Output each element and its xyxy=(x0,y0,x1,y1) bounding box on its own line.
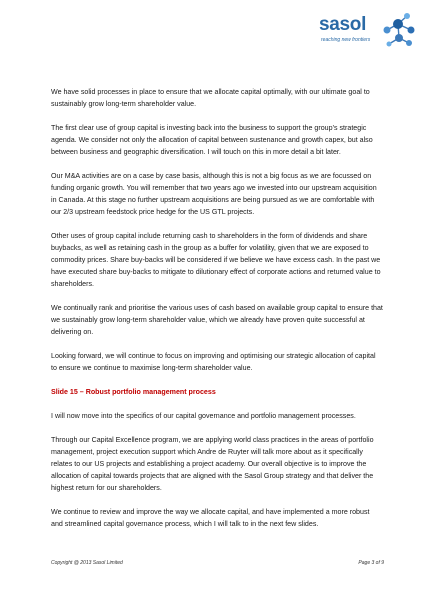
paragraph: Our M&A activities are on a case by case basis, although this is not a big focus as we are focussed on funding organic growth. You will remember that two years ago we invested into our upstream acquisition in Canada. At this stage no further upstream acquisitions are being pursued as we are comfortable with our 2/3 upstream feedstock price hedge for the US GTL projects. xyxy=(51,172,377,216)
paragraph: The first clear use of group capital is investing back into the business to support the group’s strategic agenda. We consider not only the allocation of capital between sustenance and growth capex, but also between business and geographic diversification. I will touch on this in more detail a bit later. xyxy=(51,124,373,156)
paragraph: Looking forward, we will continue to focus on improving and optimising our strategic allocation of capital to ensure we continue to maximise long-term shareholder value. xyxy=(51,352,376,372)
logo-tagline: reaching new frontiers xyxy=(321,37,371,43)
footer-page-number: Page 3 of 9 xyxy=(358,560,384,566)
paragraph: I will now move into the specifics of our capital governance and portfolio management processes. xyxy=(51,412,356,420)
logo-wordmark: sasol xyxy=(319,14,367,35)
paragraph: We have solid processes in place to ensure that we allocate capital optimally, with our ultimate goal to sustainably grow long-term shareholder value. xyxy=(51,88,370,108)
paragraph: We continue to review and improve the way we allocate capital, and have implemented a more robust and streamlined capital governance process, which I will talk to in the next few slides. xyxy=(51,508,370,528)
paragraph: We continually rank and prioritise the various uses of cash based on available group capital to ensure that we sustainably grow long-term shareholder value, which we already have proven quite successful at delivering on. xyxy=(51,304,383,336)
section-heading: Slide 15 – Robust portfolio management process xyxy=(51,388,216,396)
molecule-icon xyxy=(373,10,419,50)
document-body xyxy=(51,86,383,542)
paragraph: Through our Capital Excellence program, we are applying world class practices in the areas of portfolio management, project execution support which Andre de Ruyter will talk more about as it specifically relates to our US projects and establishing a project academy. Our overall objective is to improve the allocation of capital towards projects that are aligned with the Sasol Group strategy and that deliver the highest return for our shareholders. xyxy=(51,436,374,492)
sasol-logo xyxy=(319,10,419,50)
paragraph: Other uses of group capital include returning cash to shareholders in the form of dividends and share buybacks, as well as retaining cash in the group as a buffer for volatility, given that we are exposed to commodity prices. Share buy-backs will be considered if we believe we have excess cash. In the past we have executed share buy-backs to mitigate to dilutionary effect of corporate actions and returned value to shareholders. xyxy=(51,232,381,288)
footer-copyright: Copyright @ 2013 Sasol Limited xyxy=(51,560,123,566)
